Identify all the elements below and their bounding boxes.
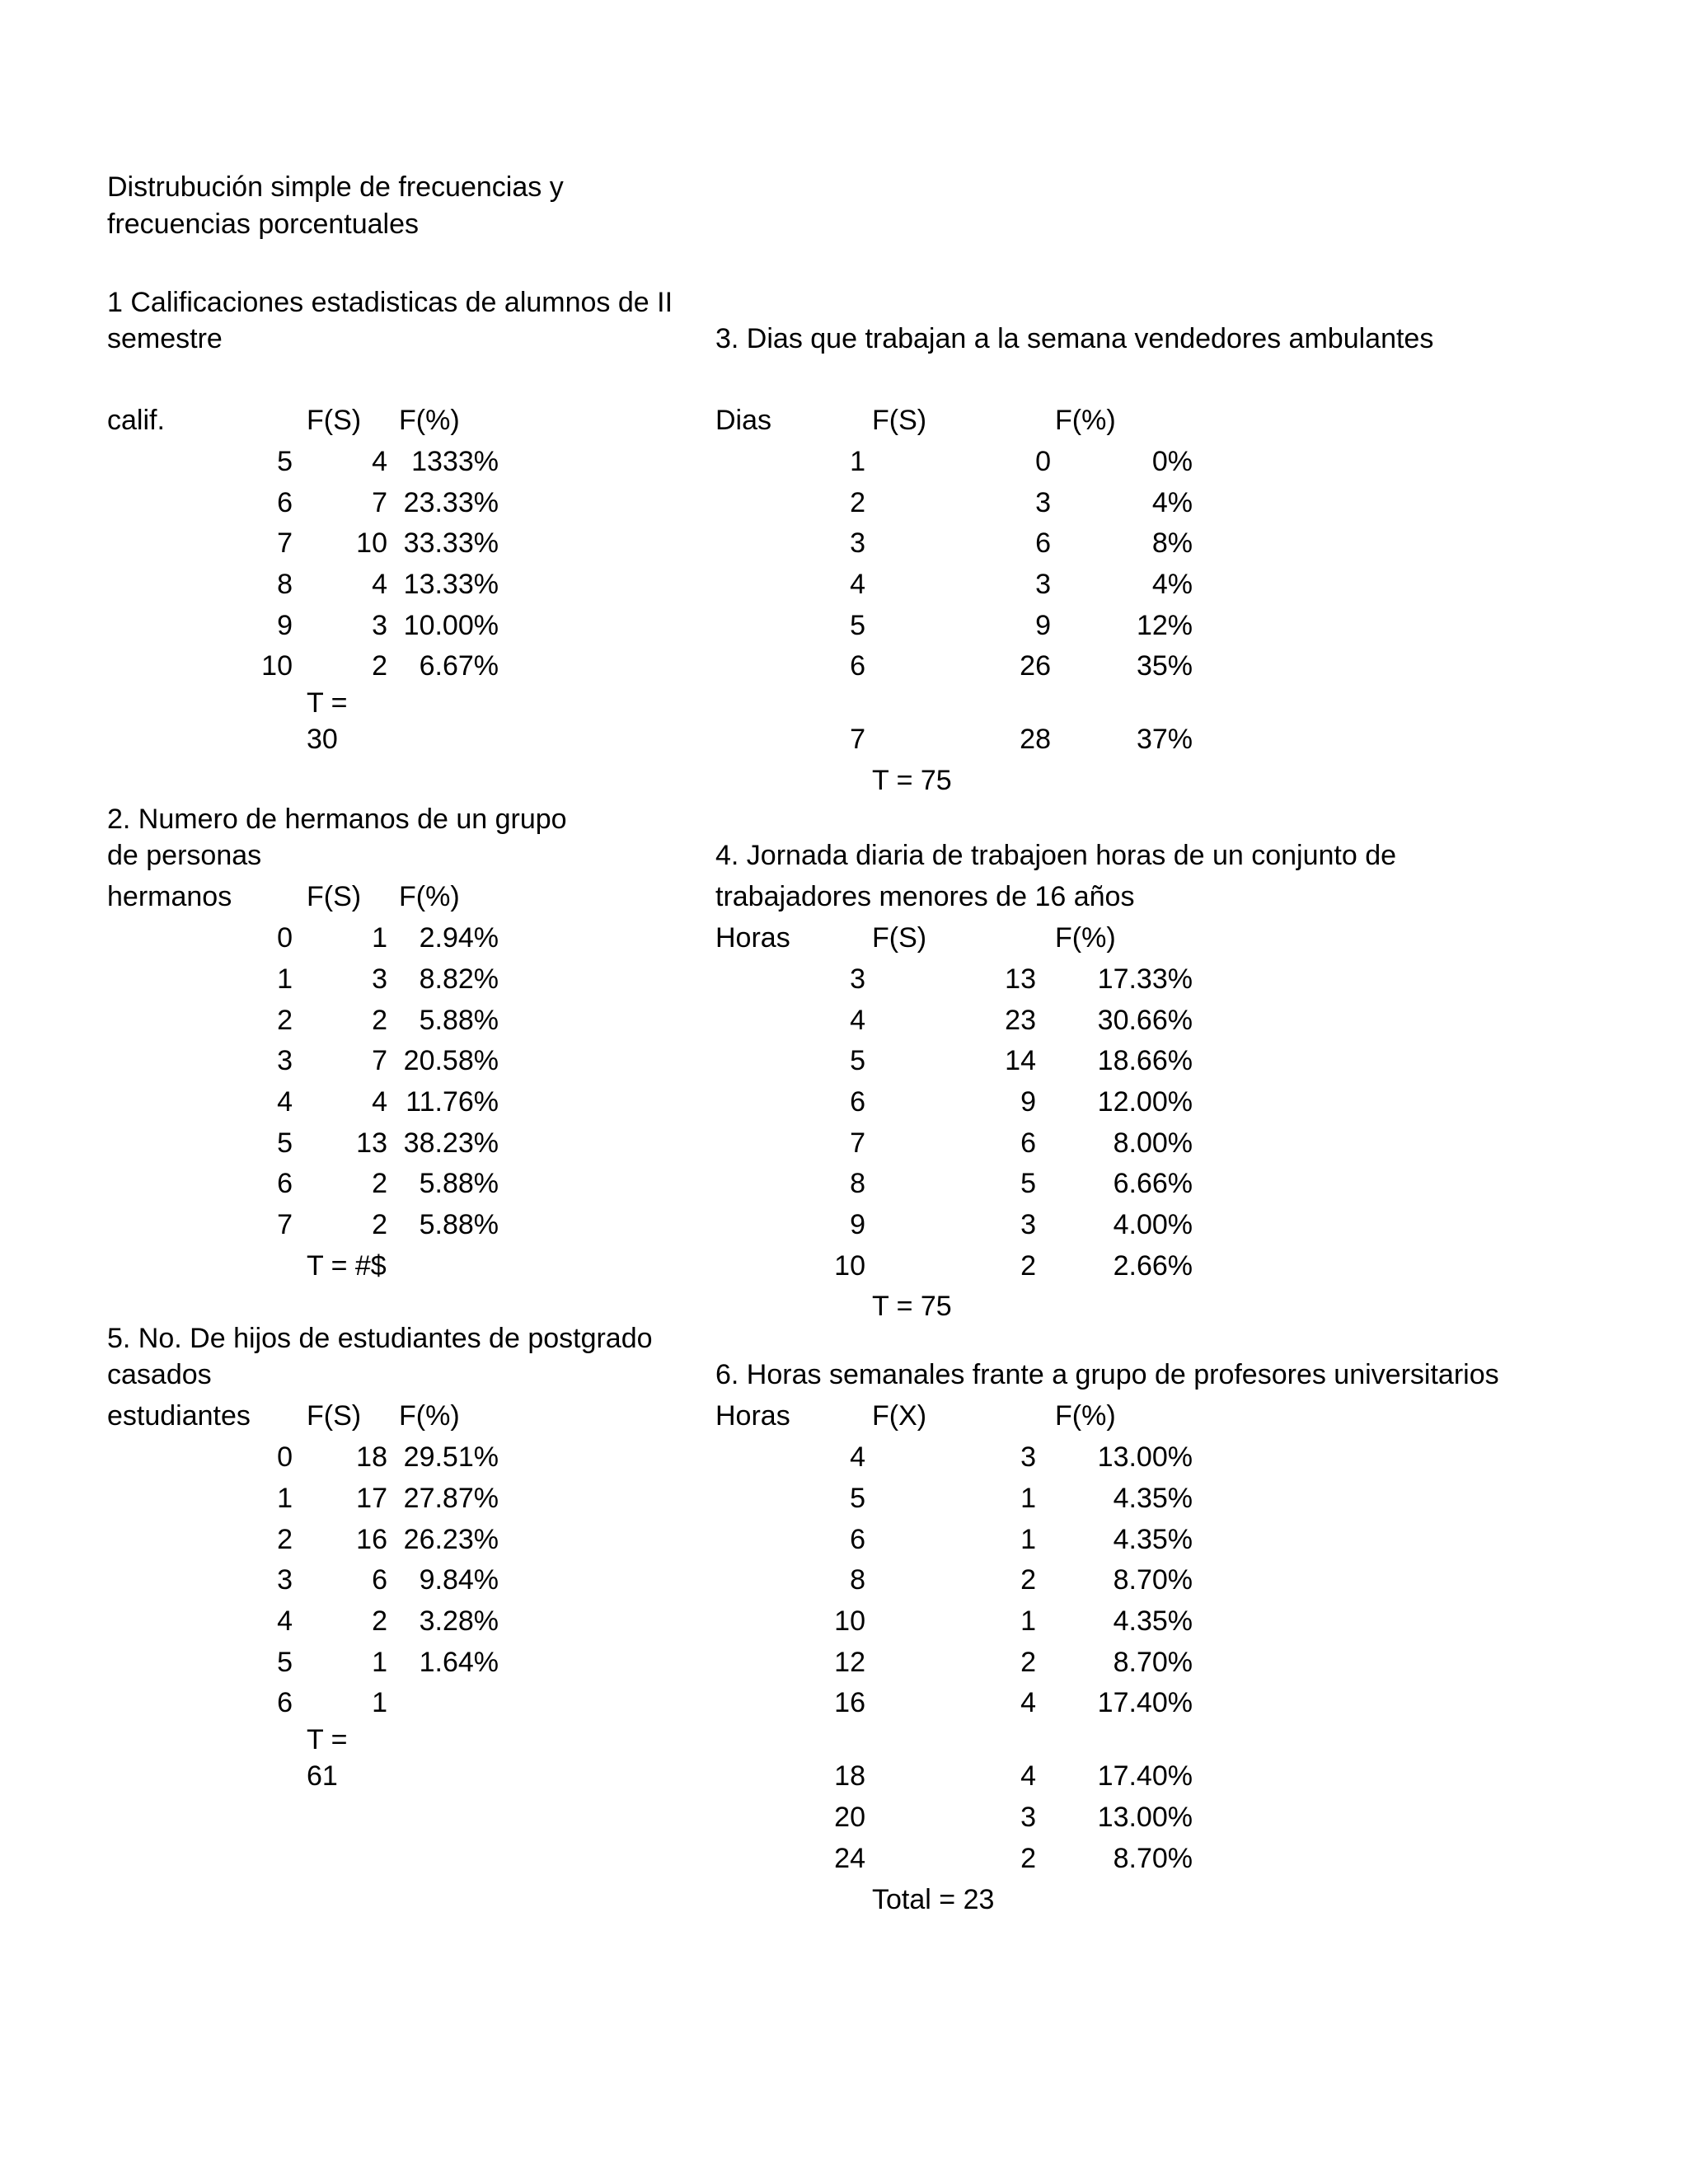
table-6-cell: 8.70% [1113, 1647, 1193, 1678]
table-2-cell: 5.88% [419, 1209, 499, 1240]
table-4-cell: 6.66% [1113, 1168, 1193, 1199]
doc-title-line-1: Distrubución simple de frecuencias y [107, 171, 564, 203]
table-5-cell: 1 [372, 1687, 387, 1718]
table-1-cell: 10 [261, 650, 293, 682]
table-2-cell: 1 [277, 963, 293, 995]
table-4-title-line-2: trabajadores menores de 16 años [715, 881, 1135, 912]
table-3-cell: 0% [1151, 446, 1193, 477]
table-5-title-line-1: 5. No. De hijos de estudiantes de postgrado [107, 1323, 653, 1354]
table-6-cell: 1 [1020, 1524, 1036, 1555]
table-2-cell: 6 [277, 1168, 293, 1199]
doc-title-line-2: frecuencias porcentuales [107, 209, 420, 240]
table-4-cell: 7 [850, 1127, 865, 1159]
table-2-header-fp: F(%) [399, 881, 460, 912]
table-6-title: 6. Horas semanales frante a grupo de profesores universitarios [715, 1359, 1499, 1390]
table-1-cell: 2 [372, 650, 387, 682]
table-3-cell: 28 [1020, 724, 1051, 755]
table-2-cell: 5.88% [419, 1005, 499, 1036]
table-5-cell: 17 [356, 1483, 387, 1514]
table-3-cell: 6 [1035, 527, 1051, 559]
table-4-cell: 17.33% [1097, 963, 1193, 995]
table-6-cell: 10 [834, 1605, 865, 1637]
table-6-cell: 20 [834, 1802, 865, 1833]
table-1-cell: 1333% [411, 446, 499, 477]
table-1-total-value: 30 [307, 724, 338, 755]
table-6-cell: 3 [1020, 1802, 1036, 1833]
table-6-cell: 2 [1020, 1843, 1036, 1874]
table-5-cell: 29.51% [403, 1441, 499, 1473]
table-2-cell: 5.88% [419, 1168, 499, 1199]
table-6-cell: 3 [1020, 1441, 1036, 1473]
table-6-header-key: Horas [715, 1400, 790, 1432]
table-3-header-fs: F(S) [872, 405, 927, 436]
table-5-cell: 2 [277, 1524, 293, 1555]
table-3-cell: 9 [1035, 610, 1051, 641]
table-4-cell: 6 [1020, 1127, 1036, 1159]
table-4-cell: 9 [1020, 1086, 1036, 1118]
table-1-cell: 5 [277, 446, 293, 477]
table-2-cell: 2 [372, 1168, 387, 1199]
table-1-cell: 6.67% [419, 650, 499, 682]
table-2-cell: 3 [372, 963, 387, 995]
table-2-cell: 0 [277, 922, 293, 954]
table-6-cell: 8.70% [1113, 1843, 1193, 1874]
table-4-header-key: Horas [715, 922, 790, 954]
table-4-cell: 14 [1005, 1045, 1036, 1076]
table-1-cell: 7 [372, 487, 387, 518]
table-4-cell: 12.00% [1097, 1086, 1193, 1118]
table-6-cell: 17.40% [1097, 1687, 1193, 1718]
table-4-cell: 8.00% [1113, 1127, 1193, 1159]
table-4-cell: 4 [850, 1005, 865, 1036]
table-5-header-fp: F(%) [399, 1400, 460, 1432]
table-4-cell: 2.66% [1113, 1250, 1193, 1282]
table-6-cell: 1 [1020, 1605, 1036, 1637]
table-4-total: T = 75 [872, 1291, 952, 1322]
table-6-cell: 5 [850, 1483, 865, 1514]
table-1-header-fs: F(S) [307, 405, 362, 436]
table-3-cell: 3 [1035, 569, 1051, 600]
table-5-cell: 0 [277, 1441, 293, 1473]
table-4-header-fp: F(%) [1055, 922, 1116, 954]
table-6-cell: 4.35% [1113, 1483, 1193, 1514]
table-4-cell: 3 [850, 963, 865, 995]
table-4-cell: 10 [834, 1250, 865, 1282]
table-5-cell: 1 [277, 1483, 293, 1514]
table-1-header-key: calif. [107, 405, 165, 436]
table-1-cell: 6 [277, 487, 293, 518]
table-1-title-line-2: semestre [107, 323, 223, 354]
table-2-cell: 20.58% [403, 1045, 499, 1076]
table-4-cell: 3 [1020, 1209, 1036, 1240]
table-6-cell: 8.70% [1113, 1564, 1193, 1596]
table-5-cell: 6 [372, 1564, 387, 1596]
table-4-cell: 8 [850, 1168, 865, 1199]
table-6-cell: 2 [1020, 1647, 1036, 1678]
table-2-total: T = #$ [307, 1250, 387, 1282]
table-6-cell: 1 [1020, 1483, 1036, 1514]
table-2-cell: 8.82% [419, 963, 499, 995]
table-1-cell: 10 [356, 527, 387, 559]
table-5-total-label: T = [307, 1724, 348, 1755]
table-5-cell: 16 [356, 1524, 387, 1555]
table-1-cell: 4 [372, 569, 387, 600]
table-3-cell: 3 [850, 527, 865, 559]
table-2-header-fs: F(S) [307, 881, 362, 912]
table-3-cell: 6 [850, 650, 865, 682]
table-2-cell: 2.94% [419, 922, 499, 954]
table-2-cell: 3 [277, 1045, 293, 1076]
table-2-cell: 2 [372, 1209, 387, 1240]
table-3-cell: 35% [1136, 650, 1193, 682]
table-2-cell: 5 [277, 1127, 293, 1159]
table-6-cell: 13.00% [1097, 1802, 1193, 1833]
table-4-cell: 30.66% [1097, 1005, 1193, 1036]
table-5-cell: 3 [277, 1564, 293, 1596]
table-6-total: Total = 23 [872, 1884, 995, 1915]
table-4-cell: 5 [850, 1045, 865, 1076]
table-3-cell: 37% [1136, 724, 1193, 755]
table-2-cell: 2 [277, 1005, 293, 1036]
table-5-cell: 2 [372, 1605, 387, 1637]
table-6-cell: 17.40% [1097, 1760, 1193, 1792]
table-6-cell: 4 [1020, 1760, 1036, 1792]
table-2-cell: 13 [356, 1127, 387, 1159]
table-3-header-fp: F(%) [1055, 405, 1116, 436]
table-1-total-label: T = [307, 687, 348, 719]
table-3-cell: 5 [850, 610, 865, 641]
table-6-header-fs: F(X) [872, 1400, 927, 1432]
table-6-cell: 24 [834, 1843, 865, 1874]
table-2-cell: 11.76% [406, 1086, 499, 1118]
table-3-cell: 4 [850, 569, 865, 600]
table-2-cell: 2 [372, 1005, 387, 1036]
table-1-cell: 8 [277, 569, 293, 600]
table-5-cell: 6 [277, 1687, 293, 1718]
table-6-cell: 4 [850, 1441, 865, 1473]
table-4-cell: 2 [1020, 1250, 1036, 1282]
table-1-cell: 4 [372, 446, 387, 477]
table-5-cell: 27.87% [403, 1483, 499, 1514]
table-3-cell: 12% [1136, 610, 1193, 641]
table-5-cell: 26.23% [403, 1524, 499, 1555]
table-2-cell: 7 [372, 1045, 387, 1076]
table-4-cell: 5 [1020, 1168, 1036, 1199]
table-6-cell: 8 [850, 1564, 865, 1596]
table-1-cell: 33.33% [403, 527, 499, 559]
table-6-cell: 6 [850, 1524, 865, 1555]
table-2-title-line-1: 2. Numero de hermanos de un grupo [107, 804, 567, 835]
table-3-cell: 7 [850, 724, 865, 755]
table-5-cell: 4 [277, 1605, 293, 1637]
table-1-cell: 23.33% [403, 487, 499, 518]
table-6-cell: 12 [834, 1647, 865, 1678]
table-4-cell: 4.00% [1113, 1209, 1193, 1240]
table-4-header-fs: F(S) [872, 922, 927, 954]
table-1-cell: 13.33% [403, 569, 499, 600]
table-1-cell: 7 [277, 527, 293, 559]
table-3-cell: 26 [1020, 650, 1051, 682]
table-1-header-fp: F(%) [399, 405, 460, 436]
table-3-cell: 3 [1035, 487, 1051, 518]
table-6-cell: 16 [834, 1687, 865, 1718]
table-2-title-line-2: de personas [107, 840, 262, 871]
table-3-cell: 2 [850, 487, 865, 518]
table-5-header-key: estudiantes [107, 1400, 251, 1432]
table-6-cell: 13.00% [1097, 1441, 1193, 1473]
table-2-cell: 4 [277, 1086, 293, 1118]
table-6-cell: 4.35% [1113, 1524, 1193, 1555]
table-3-header-key: Dias [715, 405, 772, 436]
table-5-cell: 5 [277, 1647, 293, 1678]
table-3-cell: 1 [850, 446, 865, 477]
table-4-cell: 13 [1005, 963, 1036, 995]
table-2-cell: 1 [372, 922, 387, 954]
table-6-cell: 18 [834, 1760, 865, 1792]
table-5-cell: 3.28% [419, 1605, 499, 1637]
table-3-cell: 0 [1035, 446, 1051, 477]
table-4-cell: 9 [850, 1209, 865, 1240]
table-4-title-line-1: 4. Jornada diaria de trabajoen horas de un conjunto de [715, 840, 1397, 871]
table-6-header-fp: F(%) [1055, 1400, 1116, 1432]
table-4-cell: 18.66% [1097, 1045, 1193, 1076]
table-1-cell: 9 [277, 610, 293, 641]
table-2-header-key: hermanos [107, 881, 232, 912]
table-6-cell: 4 [1020, 1687, 1036, 1718]
table-5-cell: 1 [372, 1647, 387, 1678]
table-5-header-fs: F(S) [307, 1400, 362, 1432]
table-1-cell: 3 [372, 610, 387, 641]
table-4-cell: 6 [850, 1086, 865, 1118]
table-2-cell: 4 [372, 1086, 387, 1118]
table-3-cell: 8% [1151, 527, 1193, 559]
table-5-cell: 9.84% [419, 1564, 499, 1596]
table-3-title: 3. Dias que trabajan a la semana vendedores ambulantes [715, 323, 1434, 354]
table-2-cell: 38.23% [403, 1127, 499, 1159]
table-5-title-line-2: casados [107, 1359, 212, 1390]
table-6-cell: 2 [1020, 1564, 1036, 1596]
table-5-total-value: 61 [307, 1760, 338, 1792]
table-6-cell: 4.35% [1113, 1605, 1193, 1637]
table-2-cell: 7 [277, 1209, 293, 1240]
table-1-title-line-1: 1 Calificaciones estadisticas de alumnos de II [107, 287, 673, 318]
table-3-cell: 4% [1151, 487, 1193, 518]
table-5-cell: 18 [356, 1441, 387, 1473]
table-5-cell: 1.64% [419, 1647, 499, 1678]
table-1-cell: 10.00% [403, 610, 499, 641]
table-3-cell: 4% [1151, 569, 1193, 600]
table-4-cell: 23 [1005, 1005, 1036, 1036]
table-3-total: T = 75 [872, 765, 952, 796]
